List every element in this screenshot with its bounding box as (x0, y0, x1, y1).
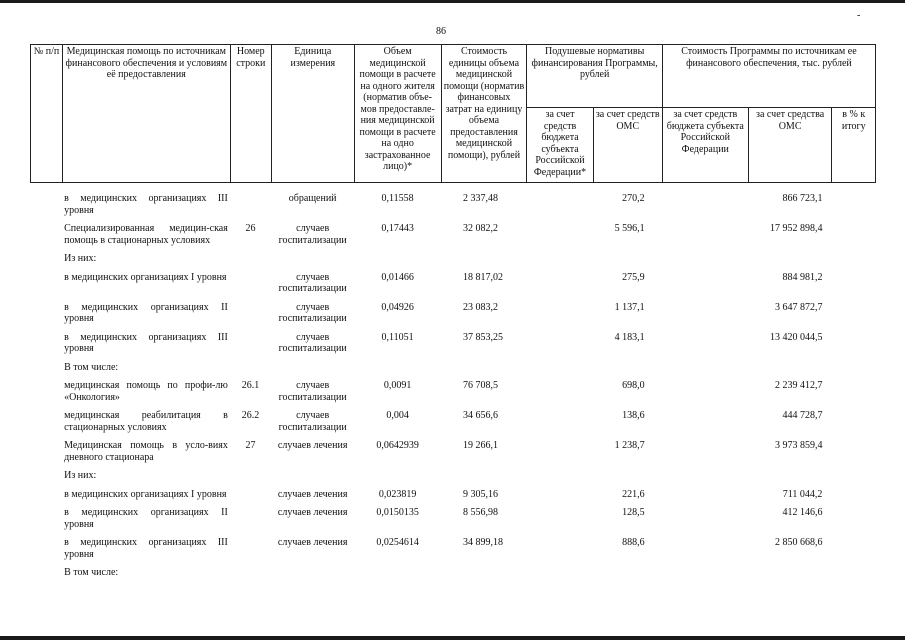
cell-unit: случаев госпитализации (278, 410, 347, 433)
cell-name: Из них: (64, 253, 97, 264)
cell-empty (527, 253, 593, 272)
cell-name: медицинская помощь по профи-лю «Онкология» (64, 380, 228, 403)
table-row (30, 332, 876, 362)
cell-empty (30, 440, 62, 470)
cell-prog-oms (749, 567, 833, 586)
cell-empty (832, 410, 876, 440)
cell-volume (354, 253, 441, 272)
cell-empty (832, 362, 876, 381)
header-program-budget: за счет средств бюджета субъекта Российской Федерации (662, 108, 748, 183)
cell-empty (832, 440, 876, 470)
cell-volume: 0,01466 (381, 271, 414, 283)
cell-volume: 0,0150135 (376, 507, 419, 518)
cell-unit: случаев госпитализации (278, 301, 347, 324)
cell-volume: 0,17443 (381, 223, 414, 234)
cell-empty (832, 223, 876, 253)
cell-unit (271, 253, 354, 272)
cell-prog-oms: 444 728,7 (782, 410, 823, 421)
cell-empty (30, 272, 62, 302)
table-row (30, 567, 876, 586)
header-unit: Единица измерения (271, 45, 354, 183)
table-row (30, 440, 876, 470)
cell-empty (663, 507, 749, 537)
cell-row (230, 253, 271, 272)
cell-empty (832, 332, 876, 362)
cell-unit: обращений (288, 193, 337, 204)
cell-empty (663, 193, 749, 223)
table-row (30, 302, 876, 332)
cell-pc-oms: 4 183,1 (614, 331, 645, 343)
cell-empty (663, 440, 749, 470)
cell-unit (271, 567, 354, 586)
cell-prog-oms (749, 253, 833, 272)
cell-empty (832, 507, 876, 537)
cell-empty (527, 193, 593, 223)
cell-volume (354, 362, 441, 381)
cell-empty (832, 537, 876, 567)
cell-row (230, 193, 271, 223)
cell-row: 27 (245, 440, 256, 451)
cell-empty (663, 253, 749, 272)
table-row (30, 410, 876, 440)
cell-unit: случаев лечения (277, 440, 348, 451)
table-row (30, 470, 876, 489)
table-row (30, 537, 876, 567)
cell-empty (527, 489, 593, 508)
cell-volume: 0,11051 (381, 331, 414, 343)
cell-cost (441, 567, 527, 586)
cell-cost: 34 899,18 (463, 537, 504, 548)
cell-volume (354, 567, 441, 586)
cell-empty (30, 302, 62, 332)
cell-pc-oms: 128,5 (622, 507, 645, 518)
cell-cost (441, 362, 527, 381)
cell-empty (663, 567, 749, 586)
cell-prog-oms (749, 470, 833, 489)
cell-row (230, 272, 271, 302)
cell-name: Медицинская помощь в усло-виях дневного стационара (64, 440, 228, 463)
cell-empty (832, 380, 876, 410)
cell-volume: 0,004 (386, 410, 409, 421)
header-row-no: Номер строки (230, 45, 271, 183)
cell-volume: 0,023819 (378, 488, 417, 500)
cell-name: в медицинских организациях II уровня (64, 507, 228, 530)
cell-name: Специализированная медицин-ская помощь в стационарных условиях (64, 223, 228, 246)
cell-volume: 0,0642939 (376, 440, 419, 451)
cell-prog-oms: 13 420 044,5 (769, 331, 823, 343)
header-volume: Объем медицинской помощи в расчете на одного жителя (норматив объе-мов предоставле-ния медицинской помощи в расчете на одно застрахованное лицо)* (354, 45, 441, 183)
cell-empty (30, 410, 62, 440)
corner-mark: - (857, 10, 861, 21)
cell-cost: 8 556,98 (463, 507, 499, 518)
cell-empty (527, 362, 593, 381)
cell-prog-oms: 884 981,2 (782, 271, 823, 283)
cell-pc-oms: 1 238,7 (614, 440, 645, 451)
cell-prog-oms: 2 850 668,6 (774, 537, 823, 548)
cell-pc-oms: 698,0 (622, 380, 645, 391)
cell-pc-oms (593, 362, 662, 381)
cell-row (230, 332, 271, 362)
cell-row: 26.1 (241, 380, 260, 391)
cell-empty (527, 302, 593, 332)
cell-empty (30, 567, 62, 586)
header-no: № п/п (31, 45, 63, 183)
cell-row (230, 567, 271, 586)
cell-row (230, 537, 271, 567)
cell-unit: случаев лечения (277, 507, 348, 518)
header-per-capita-oms: за счет средств ОМС (593, 108, 662, 183)
cell-prog-oms: 2 239 412,7 (774, 380, 823, 391)
cell-prog-oms: 866 723,1 (782, 193, 823, 204)
table-row (30, 380, 876, 410)
cell-empty (527, 537, 593, 567)
cell-empty (832, 567, 876, 586)
cell-empty (663, 223, 749, 253)
cell-unit: случаев госпитализации (278, 223, 347, 246)
cell-cost: 9 305,16 (463, 488, 499, 500)
cell-empty (30, 253, 62, 272)
cell-pc-oms: 1 137,1 (614, 301, 645, 313)
table-row (30, 362, 876, 381)
table-row (30, 193, 876, 223)
cell-empty (527, 470, 593, 489)
cell-cost (441, 470, 527, 489)
cell-volume: 0,0254614 (376, 537, 419, 548)
cell-volume: 0,04926 (381, 301, 414, 313)
cell-cost: 32 082,2 (463, 223, 499, 234)
cell-empty (663, 470, 749, 489)
cell-row: 26.2 (241, 410, 260, 421)
cell-empty (832, 302, 876, 332)
cell-empty (832, 470, 876, 489)
cell-prog-oms: 3 647 872,7 (774, 301, 823, 313)
cell-name: В том числе: (64, 361, 119, 373)
cell-empty (30, 380, 62, 410)
cell-empty (832, 253, 876, 272)
cell-pc-oms: 888,6 (622, 537, 645, 548)
header-program-cost: Стоимость Программы по источникам ее финансового обеспечения, тыс. рублей (662, 45, 875, 108)
cell-empty (30, 489, 62, 508)
cell-name: в медицинских организациях III уровня (64, 193, 228, 216)
top-rule (0, 0, 905, 3)
cell-name: в медицинских организациях II уровня (64, 301, 228, 324)
cell-pc-oms: 275,9 (622, 271, 645, 283)
header-assistance: Медицинская помощь по источникам финансового обеспечения и условиям её предоставления (63, 45, 231, 183)
cell-empty (30, 332, 62, 362)
cell-prog-oms: 711 044,2 (782, 488, 823, 500)
cell-row (230, 507, 271, 537)
header-per-capita-budget: за счет средств бюджета субъекта Российской Федерации* (527, 108, 593, 183)
cell-empty (663, 272, 749, 302)
table-row (30, 489, 876, 508)
header-per-capita: Подушевые нормативы финансирования Программы, рублей (527, 45, 662, 108)
cell-row: 26 (245, 223, 256, 234)
bottom-rule (0, 636, 905, 640)
cell-name: в медицинских организациях I уровня (64, 271, 227, 283)
cell-name: медицинская реабилитация в стационарных условиях (64, 410, 228, 433)
cell-cost: 34 656,6 (463, 410, 499, 421)
cell-prog-oms: 412 146,6 (782, 507, 823, 518)
cell-empty (30, 537, 62, 567)
cell-empty (30, 193, 62, 223)
cell-name: в медицинских организациях I уровня (64, 488, 227, 500)
cell-unit: случаев госпитализации (278, 331, 347, 354)
cell-empty (30, 507, 62, 537)
cell-prog-oms: 3 973 859,4 (774, 440, 823, 451)
cell-unit (271, 470, 354, 489)
cell-cost: 37 853,25 (463, 331, 504, 343)
cell-cost: 76 708,5 (463, 380, 499, 391)
cell-cost: 2 337,48 (463, 193, 499, 204)
cell-cost (441, 253, 527, 272)
cell-empty (527, 567, 593, 586)
table-row (30, 272, 876, 302)
cell-empty (30, 470, 62, 489)
cell-prog-oms (749, 362, 833, 381)
cell-empty (663, 537, 749, 567)
cell-unit (271, 362, 354, 381)
cell-empty (663, 302, 749, 332)
cell-empty (30, 362, 62, 381)
header-cost: Стоимость единицы объема медицинской помощи (норматив финансовых затрат на единицу объема предоставления медицинской помощи), рублей (441, 45, 527, 183)
cell-row (230, 489, 271, 508)
cell-row (230, 470, 271, 489)
table-header (30, 44, 876, 183)
cell-empty (663, 362, 749, 381)
cell-volume: 0,0091 (383, 380, 412, 391)
cell-pc-oms (593, 470, 662, 489)
table-row (30, 507, 876, 537)
cell-cost: 19 266,1 (463, 440, 499, 451)
cell-empty (527, 272, 593, 302)
header-program-pct: в % к итогу (832, 108, 876, 183)
cell-cost: 23 083,2 (463, 301, 499, 313)
cell-name: в медицинских организациях III уровня (64, 331, 228, 354)
cell-empty (527, 223, 593, 253)
cell-volume: 0,11558 (381, 193, 414, 204)
cell-pc-oms (593, 567, 662, 586)
cell-empty (30, 223, 62, 253)
cell-prog-oms: 17 952 898,4 (769, 223, 823, 234)
cell-empty (663, 489, 749, 508)
table-body (30, 193, 876, 586)
cell-empty (527, 380, 593, 410)
cell-unit: случаев госпитализации (278, 271, 347, 294)
cell-pc-oms: 138,6 (622, 410, 645, 421)
cell-volume (354, 470, 441, 489)
cell-unit: случаев госпитализации (278, 380, 347, 403)
cell-pc-oms: 5 596,1 (614, 223, 645, 234)
cell-pc-oms (593, 253, 662, 272)
cell-empty (527, 507, 593, 537)
cell-pc-oms: 221,6 (622, 488, 645, 500)
cell-row (230, 362, 271, 381)
cell-empty (663, 332, 749, 362)
cell-empty (663, 380, 749, 410)
cell-unit: случаев лечения (277, 488, 348, 500)
cell-empty (527, 410, 593, 440)
cell-name: Из них: (64, 470, 97, 481)
table-row (30, 253, 876, 272)
cell-empty (832, 272, 876, 302)
cell-empty (527, 332, 593, 362)
page-number: 86 (436, 26, 446, 37)
cell-empty (663, 410, 749, 440)
cell-cost: 18 817,02 (463, 271, 504, 283)
cell-row (230, 302, 271, 332)
cell-pc-oms: 270,2 (622, 193, 645, 204)
table-row (30, 223, 876, 253)
cell-empty (832, 193, 876, 223)
cell-name: в медицинских организациях III уровня (64, 537, 228, 560)
cell-unit: случаев лечения (277, 537, 348, 548)
header-program-oms: за счет средства ОМС (748, 108, 832, 183)
cell-empty (832, 489, 876, 508)
cell-empty (527, 440, 593, 470)
cell-name: В том числе: (64, 567, 119, 578)
